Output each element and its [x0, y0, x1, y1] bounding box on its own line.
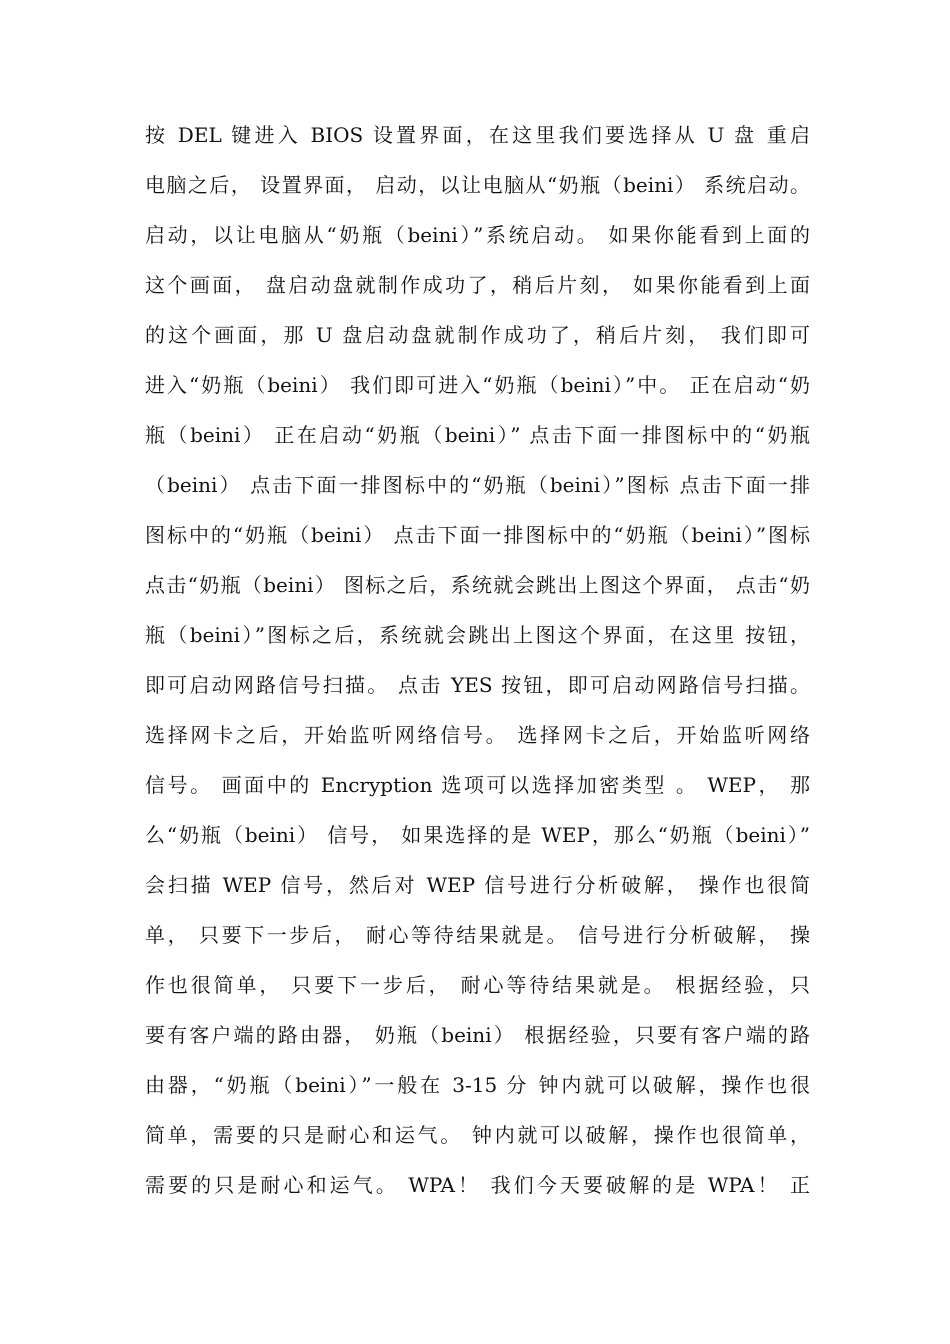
text-line: 的这个画面，那 U 盘启动盘就制作成功了，稍后片刻， 我们即可	[145, 323, 810, 347]
body-text	[145, 110, 810, 1210]
text-line: 点击“奶瓶（beini） 图标之后，系统就会跳出上图这个界面， 点击“奶	[145, 573, 810, 597]
text-line: 选择网卡之后，开始监听网络信号。 选择网卡之后，开始监听网络	[145, 723, 810, 747]
text-line: 会扫描 WEP 信号，然后对 WEP 信号进行分析破解， 操作也很简	[145, 873, 810, 897]
text-line: 图标中的“奶瓶（beini） 点击下面一排图标中的“奶瓶（beini）”图标	[145, 523, 810, 547]
text-line: 这个画面， 盘启动盘就制作成功了，稍后片刻， 如果你能看到上面	[145, 273, 810, 297]
text-line: 启动，以让电脑从“奶瓶（beini）”系统启动。 如果你能看到上面的	[145, 223, 810, 247]
text-line: 瓶（beini）”图标之后，系统就会跳出上图这个界面，在这里 按钮，	[145, 623, 810, 647]
text-line: 按 DEL 键进入 BIOS 设置界面，在这里我们要选择从 U 盘 重启	[145, 123, 810, 147]
text-line: 要有客户端的路由器， 奶瓶（beini） 根据经验，只要有客户端的路	[145, 1023, 810, 1047]
text-line: （beini） 点击下面一排图标中的“奶瓶（beini）”图标 点击下面一排	[145, 473, 810, 497]
text-line: 由器，“奶瓶（beini）”一般在 3-15 分 钟内就可以破解，操作也很	[145, 1073, 810, 1097]
text-line: 瓶（beini） 正在启动“奶瓶（beini）” 点击下面一排图标中的“奶瓶	[145, 423, 810, 447]
text-line: 作也很简单， 只要下一步后， 耐心等待结果就是。 根据经验，只	[145, 973, 810, 997]
text-line: 信号。 画面中的 Encryption 选项可以选择加密类型 。 WEP， 那	[145, 773, 810, 797]
text-line: 需要的只是耐心和运气。 WPA！ 我们今天要破解的是 WPA！ 正	[145, 1173, 810, 1197]
text-line: 进入“奶瓶（beini） 我们即可进入“奶瓶（beini）”中。 正在启动“奶	[145, 373, 810, 397]
text-line: 即可启动网路信号扫描。 点击 YES 按钮，即可启动网路信号扫描。	[145, 673, 810, 697]
text-line: 么“奶瓶（beini） 信号， 如果选择的是 WEP，那么“奶瓶（beini）”	[145, 823, 810, 847]
text-line: 简单，需要的只是耐心和运气。 钟内就可以破解，操作也很简单，	[145, 1123, 810, 1147]
text-line: 电脑之后， 设置界面， 启动，以让电脑从“奶瓶（beini） 系统启动。	[145, 173, 810, 197]
text-line: 单， 只要下一步后， 耐心等待结果就是。 信号进行分析破解， 操	[145, 923, 810, 947]
